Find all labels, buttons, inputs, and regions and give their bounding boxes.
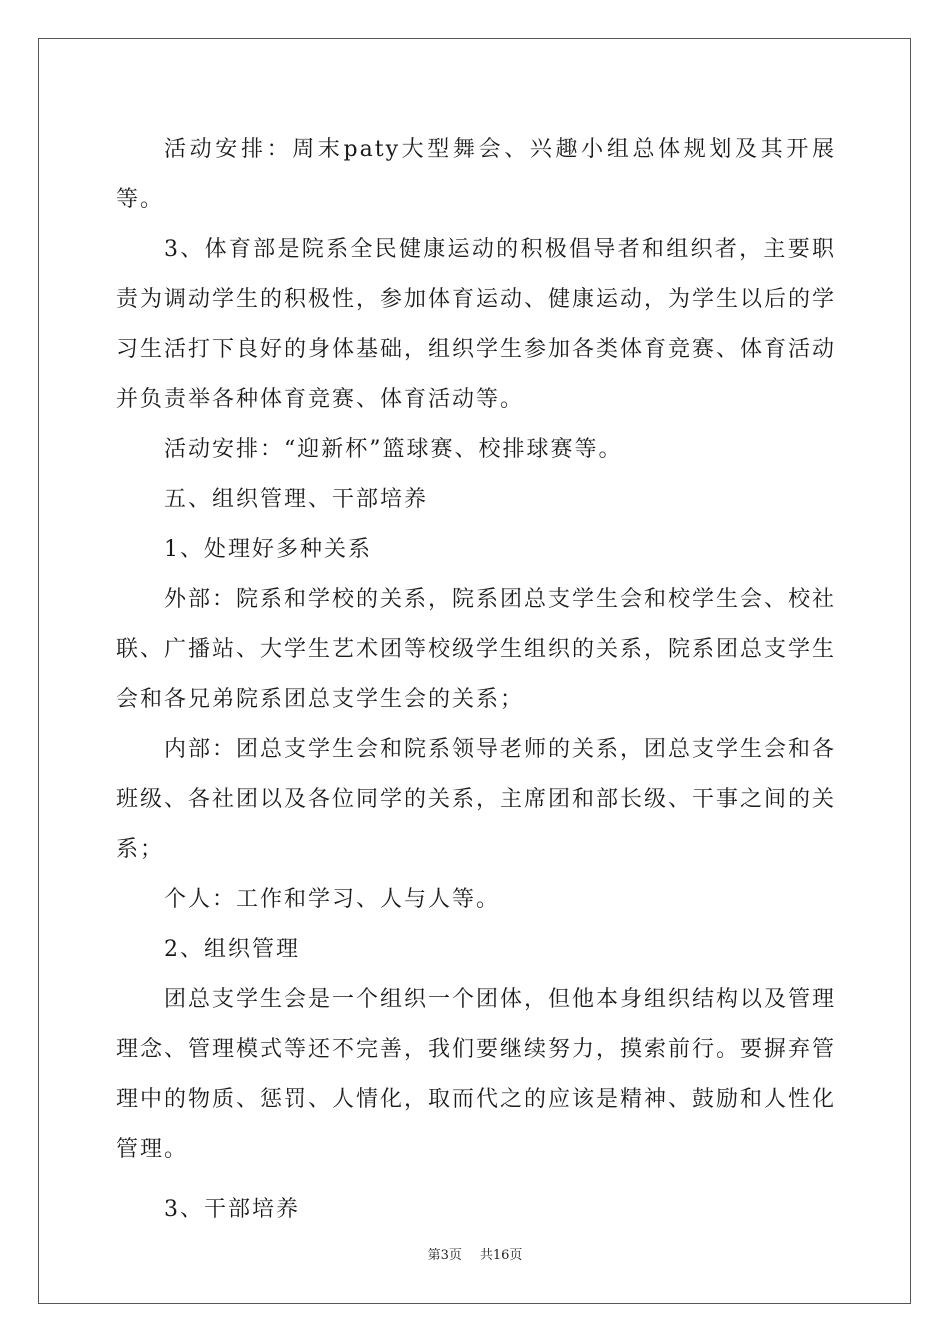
page-number: 第3页: [427, 1248, 462, 1263]
paragraph-external: 外部：院系和学校的关系，院系团总支学生会和校学生会、校社联、广播站、大学生艺术团等校级学生组织的关系，院系团总支学生会和各兄弟院系团总支学生会的关系；: [116, 587, 837, 712]
paragraph-internal: 内部：团总支学生会和院系领导老师的关系，团总支学生会和各班级、各社团以及各位同学的关系，主席团和部长级、干事之间的关系；: [116, 737, 837, 862]
document-body: [116, 125, 836, 1235]
page-footer: [0, 1247, 950, 1265]
paragraph-activity-plan-2: 活动安排：“迎新杯”篮球赛、校排球赛等。: [164, 437, 623, 462]
subheading-management: 2、组织管理: [164, 937, 300, 962]
subheading-cadre-training: 3、干部培养: [164, 1197, 300, 1222]
paragraph-personal: 个人：工作和学习、人与人等。: [164, 887, 501, 912]
total-pages: 共16页: [479, 1248, 523, 1263]
paragraph-management: 团总支学生会是一个组织一个团体，但他本身组织结构以及管理理念、管理模式等还不完善，我们要继续努力，摸索前行。要摒弃管理中的物质、惩罚、人情化，取而代之的应该是精神、鼓励和人性化管理。: [116, 987, 837, 1162]
paragraph-activity-plan-1: 活动安排：周末paty大型舞会、兴趣小组总体规划及其开展等。: [116, 137, 836, 212]
subheading-relations: 1、处理好多种关系: [164, 537, 372, 562]
paragraph-sports-department: 3、体育部是院系全民健康运动的积极倡导者和组织者，主要职责为调动学生的积极性，参加体育运动、健康运动，为学生以后的学习生活打下良好的身体基础，组织学生参加各类体育竞赛、体育活动并负责举各种体育竞赛、体育活动等。: [116, 237, 837, 412]
section-heading-organization: 五、组织管理、干部培养: [164, 487, 429, 512]
